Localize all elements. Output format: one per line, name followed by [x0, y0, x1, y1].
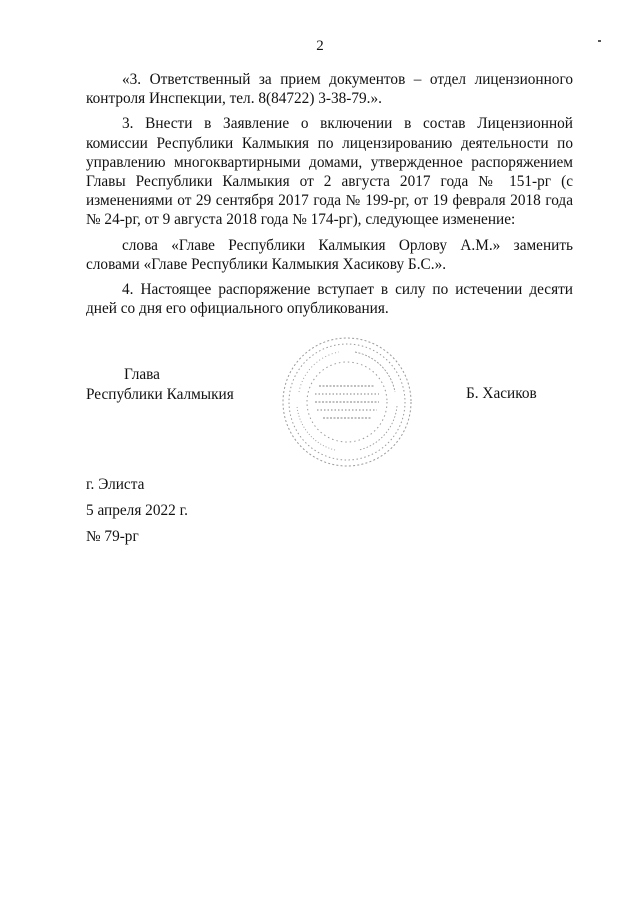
- paragraph-effective-date: 4. Настоящее распоряжение вступает в силу по истечении десяти дней со дня его официального опубликования.: [86, 281, 573, 318]
- document-city: г. Элиста: [86, 476, 145, 493]
- document-body: [86, 70, 573, 318]
- signatory-position: [86, 365, 234, 405]
- signatory-position-line2: Республики Калмыкия: [86, 386, 234, 403]
- document-date: 5 апреля 2022 г.: [86, 502, 188, 519]
- signatory-name: Б. Хасиков: [466, 385, 537, 402]
- page-number: 2: [316, 38, 324, 54]
- official-seal-stamp: [279, 334, 415, 470]
- document-number: № 79-рг: [86, 528, 139, 545]
- paragraph-item-3: «3. Ответственный за прием документов – отдел лицензионного контроля Инспекции, тел. 8(84722) 3-38-79.».: [86, 71, 573, 108]
- margin-mark: [598, 40, 601, 42]
- paragraph-word-replacement: слова «Главе Республики Калмыкия Орлову А.М.» заменить словами «Главе Республики Калмыкия Хасикову Б.С.».: [86, 236, 573, 273]
- document-requisites: [86, 472, 188, 550]
- signatory-position-line1: Глава: [124, 366, 160, 383]
- paragraph-item-3-amendment: 3. Внести в Заявление о включении в состав Лицензионной комиссии Республики Калмыкия по лицензированию деятельности по управлению многоквартирными домами, утвержденное распоряжением Главы Республики Калмыкия от 2 августа 2017 года № 151-рг (с изменениями от 29 сентября 2017 года № 199-рг, от 19 февраля 2018 года № 24-рг, от 9 августа 2018 года № 174-рг), следующее изменение:: [86, 115, 573, 229]
